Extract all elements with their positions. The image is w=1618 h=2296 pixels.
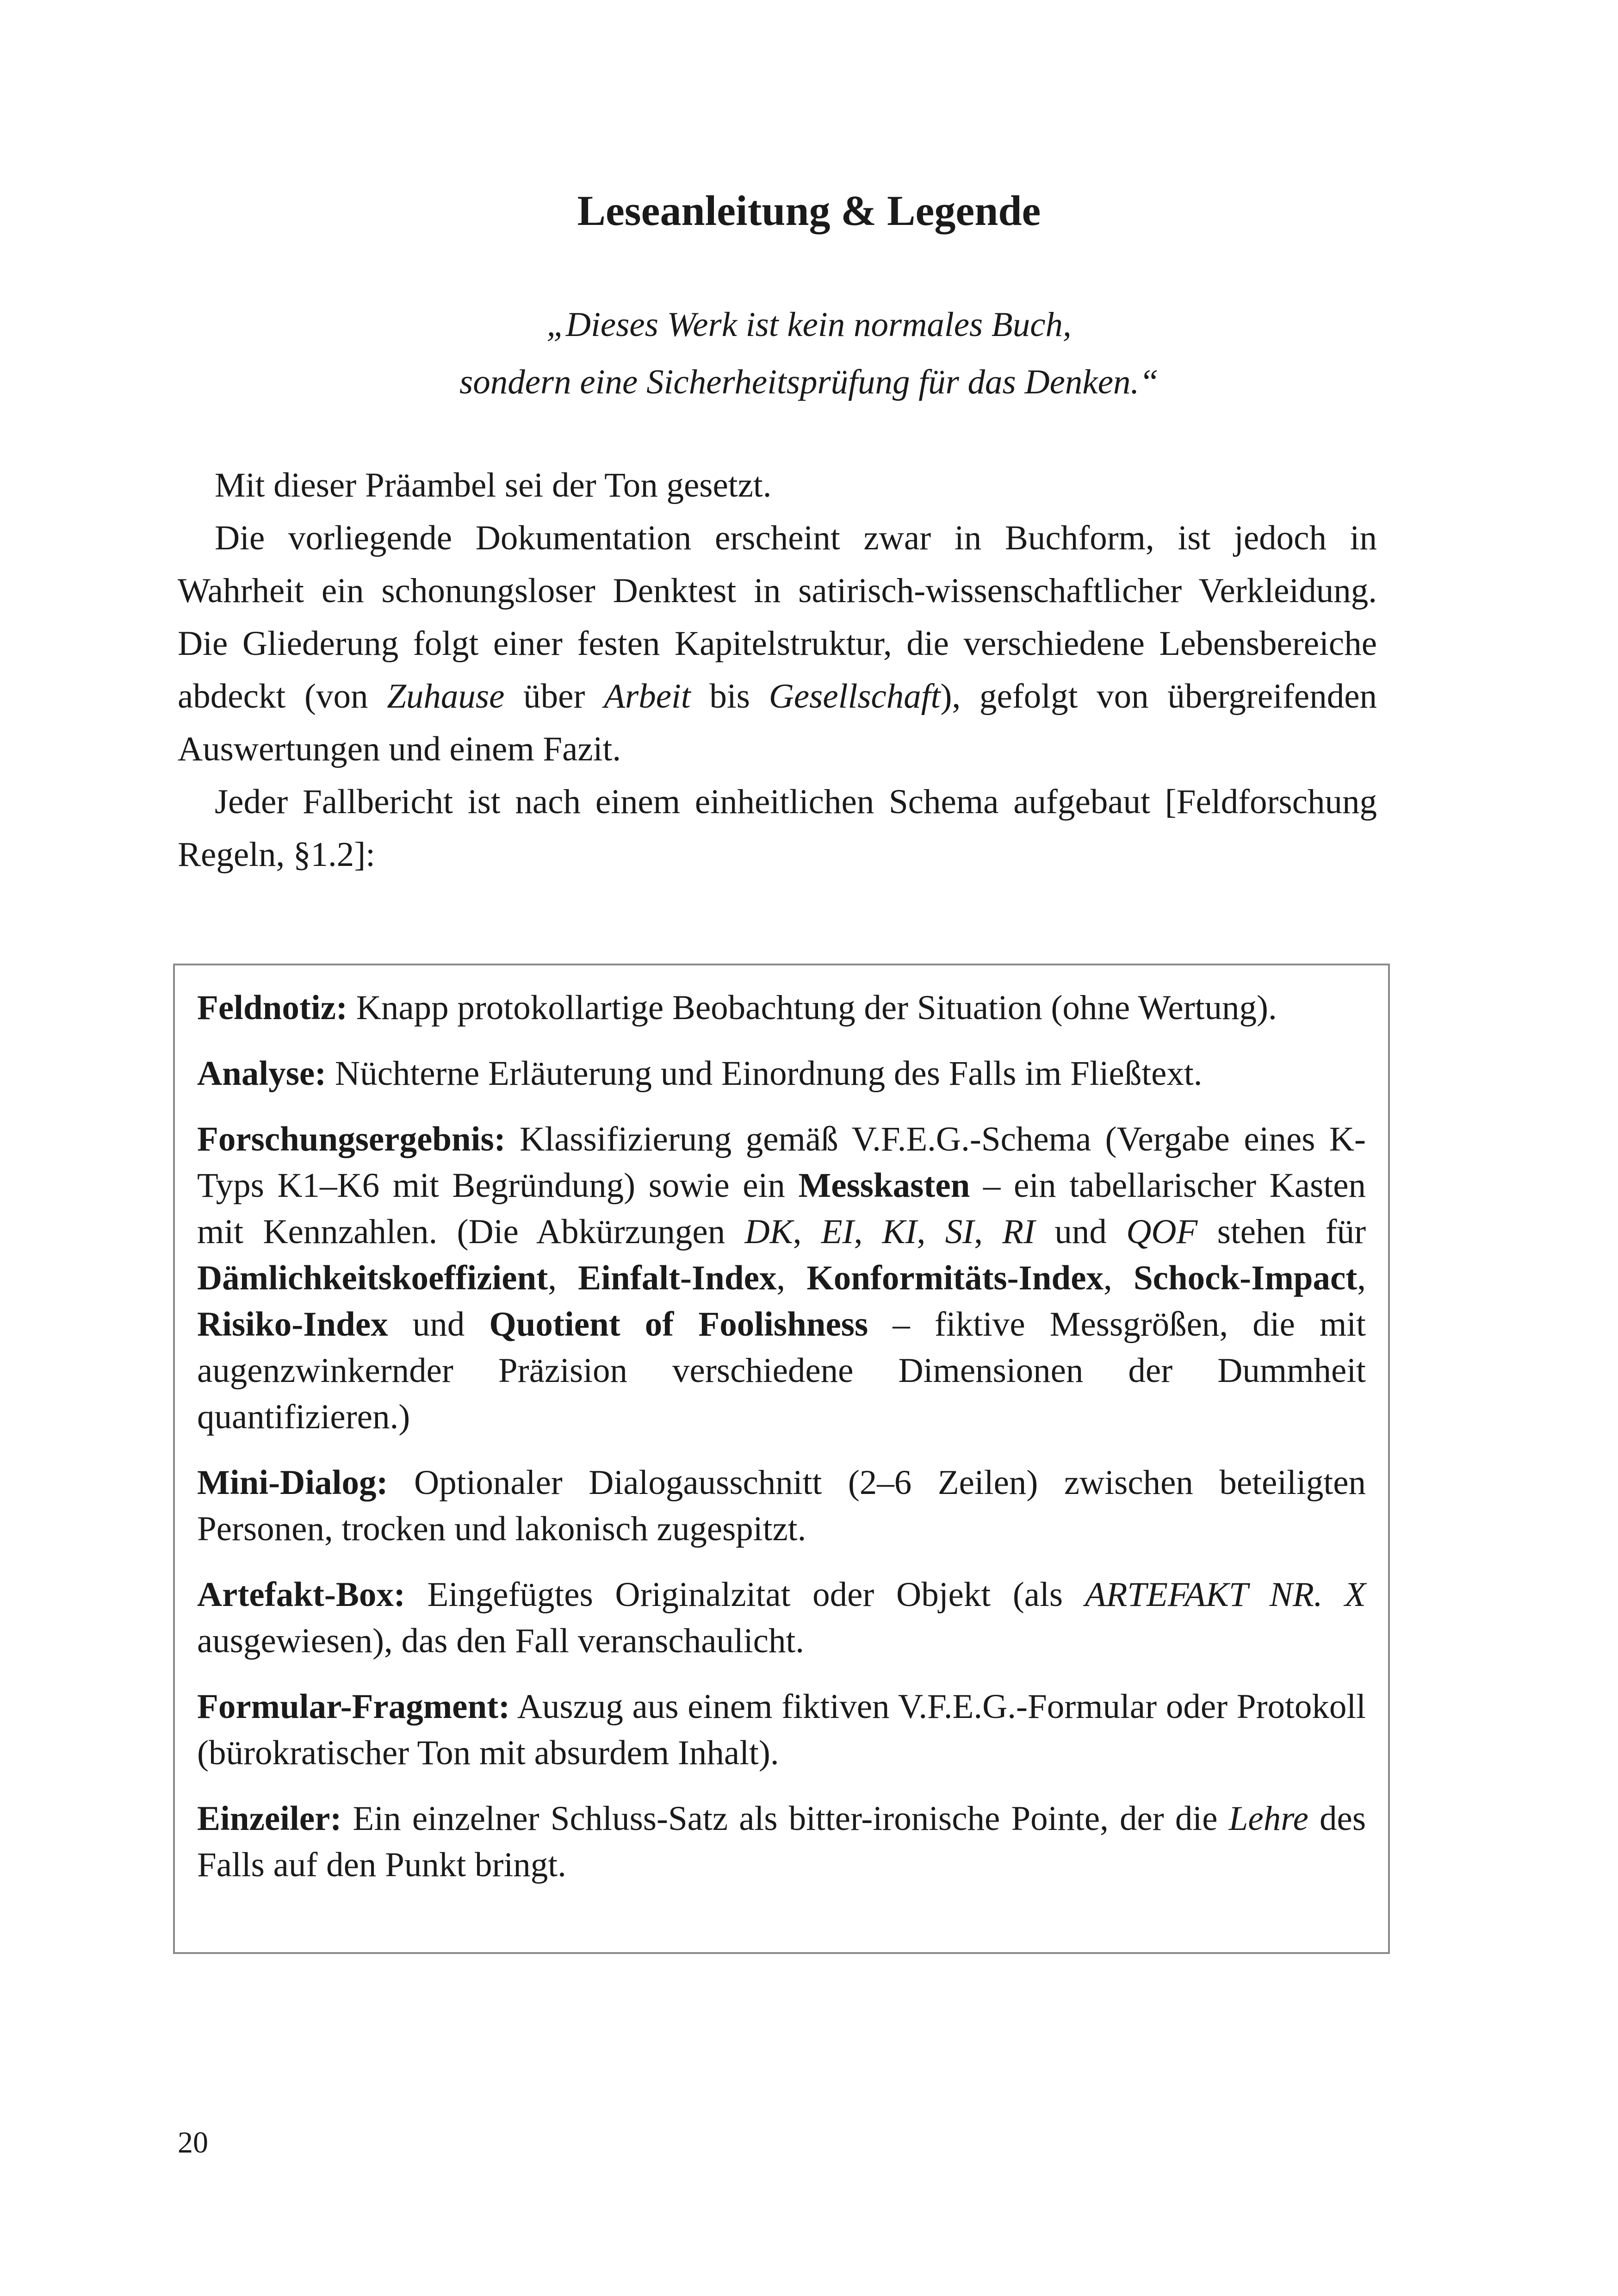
abbr-ri: RI [1002,1213,1035,1251]
legend-description: , [974,1213,1003,1251]
page-title: Leseanleitung & Legende [577,187,1041,234]
term-konformitaets-index: Konformitäts-Index [806,1259,1103,1297]
paragraph-schema: Jeder Fallbericht ist nach einem einheitlichen Schema aufgebaut [Feldforschung Regeln, §1.2]: [178,783,1377,874]
legend-description: Auszug aus einem fiktiven V.F.E.G.-Formular oder Protokoll (bürokratischer Ton mit absurdem Inhalt). [197,1687,1366,1772]
abbr-qof: QOF [1126,1213,1198,1251]
legend-description: – fiktive Messgrößen, die mit augenzwinkernder Präzision verschiedene Dimensionen der Dummheit quantifizieren.) [197,1305,1366,1436]
legend-description: , [917,1213,945,1251]
abbr-ki: KI [882,1213,917,1251]
legend-description: ausgewiesen), das den Fall veranschaulicht. [197,1622,805,1660]
paragraph-documentation [178,512,1377,776]
legend-description: Klassifizierung gemäß V.F.E.G.-Schema (Vergabe eines K-Typs K1–K6 mit Begründung) sowie ein [197,1120,1366,1205]
emphasis-zuhause: Zuhause [387,677,505,716]
legend-item-feldnotiz [197,985,1366,1031]
emphasis-artefakt-nr: ARTEFAKT NR. X [1085,1575,1366,1614]
legend-description: Ein einzelner Schluss-Satz als bitter-ironische Pointe, der die [341,1799,1229,1838]
legend-description: , [548,1259,578,1297]
legend-description: – ein tabellarischer Kasten mit Kennzahlen. (Die Abkürzungen [197,1166,1366,1251]
legend-description: Knapp protokollartige Beobachtung der Situation (ohne Wertung). [347,989,1277,1027]
legend-description: und [1035,1213,1127,1251]
legend-item-mini-dialog [197,1460,1366,1552]
legend-description: , [793,1213,821,1251]
abbr-si: SI [945,1213,974,1251]
emphasis-arbeit: Arbeit [604,677,691,716]
term-messkasten: Messkasten [798,1166,970,1205]
legend-description: Eingefügtes Originalzitat oder Objekt (als [405,1575,1085,1614]
legend-term: Formular-Fragment: [197,1687,510,1726]
legend-item-einzeiler [197,1796,1366,1888]
legend-description: Nüchterne Erläuterung und Einordnung des Falls im Fließtext. [326,1054,1203,1093]
term-risiko-index: Risiko-Index [197,1305,388,1344]
legend-item-formular-fragment [197,1684,1366,1776]
legend-item-forschungsergebnis [197,1116,1366,1440]
legend-description: Optionaler Dialogausschnitt (2–6 Zeilen) zwischen beteiligten Personen, trocken und lakonisch zugespitzt. [197,1463,1366,1548]
legend-description: , [1103,1259,1134,1297]
epigraph-line-1: „Dieses Werk ist kein normales Buch, [546,305,1072,344]
legend-term: Mini-Dialog: [197,1463,388,1502]
term-quotient-of-foolishness: Quotient of Foolishness [489,1305,868,1344]
legend-term: Forschungsergebnis: [197,1120,506,1158]
legend-description: des Falls auf den Punkt bringt. [197,1799,1366,1884]
legend-item-analyse [197,1051,1366,1097]
page-number: 20 [178,2126,208,2159]
epigraph [0,296,1618,411]
legend-term: Artefakt-Box: [197,1575,405,1614]
legend-description: stehen für [1197,1213,1366,1251]
abbr-dk: DK [744,1213,793,1251]
paragraph-text: Die vorliegende Dokumentation erscheint zwar in Buchform, ist jedoch in Wahrheit ein schonungsloser Denktest in satirisch-wissenschaftlicher Verkleidung. Die Gliederung folgt einer festen Kapitelstruktur, die verschiedene Lebensbereiche abdeckt (von [178,519,1377,716]
emphasis-lehre: Lehre [1228,1799,1308,1838]
epigraph-line-2: sondern eine Sicherheitsprüfung für das Denken.“ [459,363,1159,401]
legend-term: Feldnotiz: [197,989,347,1027]
legend-box [173,964,1390,1954]
paragraph-text: bis [690,677,769,716]
paragraph-text: ), gefolgt von übergreifenden Auswertungen und einem Fazit. [178,677,1377,768]
legend-description: , [776,1259,807,1297]
legend-description: und [388,1305,490,1344]
term-daemlichkeitskoeffizient: Dämlichkeitskoeffizient [197,1259,548,1297]
legend-description: , [1357,1259,1366,1297]
legend-description: , [854,1213,882,1251]
paragraph-preamble: Mit dieser Präambel sei der Ton gesetzt. [215,466,772,504]
body-text [178,459,1377,881]
term-schock-impact: Schock-Impact [1133,1259,1358,1297]
paragraph-text: über [504,677,604,716]
abbr-ei: EI [821,1213,854,1251]
legend-term: Einzeiler: [197,1799,342,1838]
emphasis-gesellschaft: Gesellschaft [769,677,941,716]
legend-item-artefakt-box [197,1572,1366,1664]
legend-term: Analyse: [197,1054,327,1093]
term-einfalt-index: Einfalt-Index [578,1259,777,1297]
